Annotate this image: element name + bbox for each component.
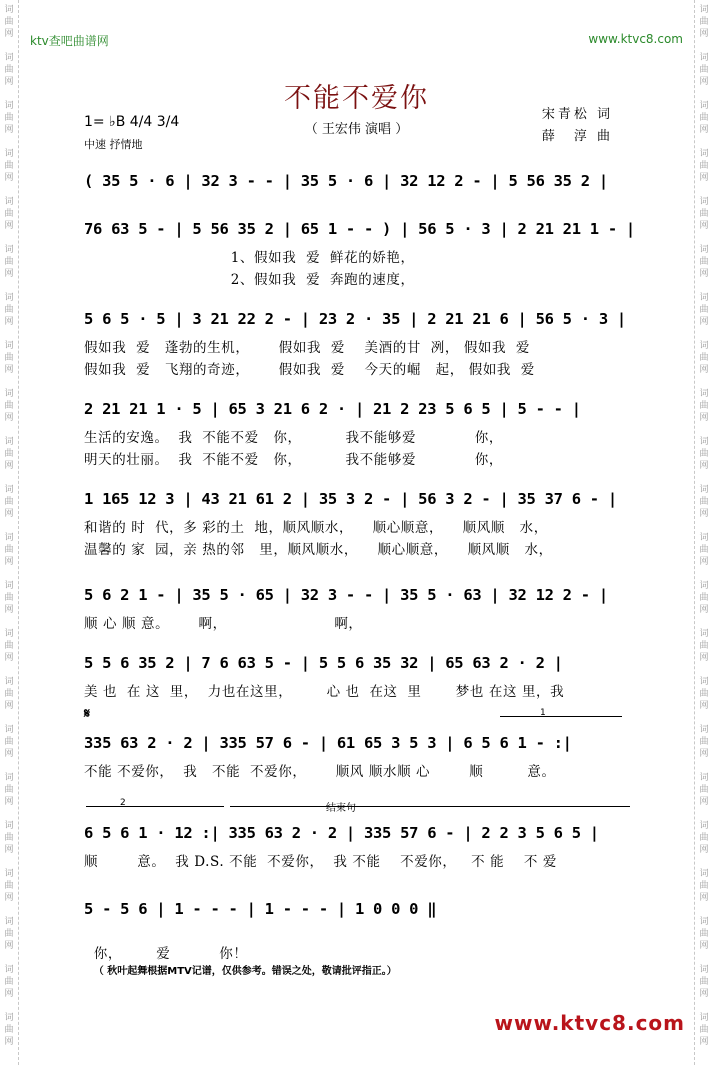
site-logo: www.ktvc8.com [494, 1011, 685, 1035]
lyric-line-2: 2、假如我 爱 奔跑的速度， [84, 272, 415, 288]
score-line-10: 5 - 5 6 | 1 - - - | 1 - - - | 1 0 0 0 ‖ [84, 900, 437, 918]
lyric-line-7: 和谐的 时 代，多 彩的土 地，顺风顺水， 顺心顺意， 顺风顺 水， [84, 520, 548, 536]
lyric-line-3: 假如我 爱 蓬勃的生机， 假如我 爱 美酒的甘 冽， 假如我 爱 [84, 340, 531, 356]
lyric-line-5: 生活的安逸。 我 不能不爱 你， 我不能够爱 你， [84, 430, 503, 446]
lyricist-credit: 宋青松 词 [541, 107, 613, 122]
segno-sign: 𝄋 [84, 706, 91, 722]
score-line-8: 335 63 2 · 2 | 335 57 6 - | 61 65 3 5 3 | 6 5 6 1 - :| [84, 734, 572, 752]
volta-2-bracket [86, 806, 224, 807]
lyric-line-1: 1、假如我 爱 鲜花的娇艳， [84, 250, 415, 266]
final-lyric: 你， 爱 你！ [93, 946, 248, 962]
coda-label: 结束句 [326, 803, 356, 814]
score-line-6: 5 6 2 1 - | 35 5 · 65 | 32 3 - - | 35 5 · 63 | 32 12 2 - | [84, 586, 608, 604]
transcription-note: （ 秋叶起舞根据MTV记谱，仅供参考。错误之处，敬请批评指正。） [93, 966, 397, 977]
volta-2-label: 2 [120, 798, 126, 808]
key-signature: 1= ♭B 4/4 3/4 [84, 114, 180, 130]
coda-bracket [230, 806, 630, 807]
lyric-line-13 [84, 926, 644, 978]
score-line-9: 6 5 6 1 · 12 :| 335 63 2 · 2 | 335 57 6 - | 2 2 3 5 6 5 | [84, 824, 599, 842]
lyric-line-12: 顺 意。 我 D.S. 不能 不爱你， 我 不能 不爱你， 不 能 不 爱 [84, 854, 557, 870]
lyric-line-8: 温馨的 家 园，亲 热的邻 里，顺风顺水， 顺心顺意， 顺风顺 水， [84, 542, 553, 558]
singer-credit: （ 王宏伟 演唱 ） [304, 122, 409, 137]
song-title: 不能不爱你 [284, 83, 429, 114]
left-watermark: 词 曲 网 词 曲 网 词 曲 网 词 曲 网 词 曲 网 词 曲 网 词 曲 网 词 曲 网 词 曲 网 词 曲 网 词 曲 网 词 曲 网 词 曲 网 词 曲 网 词 曲 网 词 曲 网 词 曲 网 词 曲 网 词 曲 网 词 曲 网 词 曲 网 词 曲 网 [4, 5, 14, 1047]
lyric-line-9: 顺 心 顺 意。 啊， 啊， [84, 616, 363, 632]
site-url-right: www.ktvc8.com [588, 32, 683, 46]
score-line-1: ( 35 5 · 6 | 32 3 - - | 35 5 · 6 | 32 12 2 - | 5 56 35 2 | [84, 172, 608, 190]
volta-1-bracket [500, 716, 622, 717]
tempo-marking: 中速 抒情地 [84, 138, 143, 151]
right-dashed-border [694, 0, 695, 1065]
score-line-3: 5 6 5 · 5 | 3 21 22 2 - | 23 2 · 35 | 2 21 21 6 | 56 5 · 3 | [84, 310, 626, 328]
lyric-line-4: 假如我 爱 飞翔的奇迹， 假如我 爱 今天的崛 起， 假如我 爱 [84, 362, 535, 378]
right-watermark: 词 曲 网 词 曲 网 词 曲 网 词 曲 网 词 曲 网 词 曲 网 词 曲 网 词 曲 网 词 曲 网 词 曲 网 词 曲 网 词 曲 网 词 曲 网 词 曲 网 词 曲 网 词 曲 网 词 曲 网 词 曲 网 词 曲 网 词 曲 网 词 曲 网 词 曲 网 [699, 5, 709, 1047]
lyric-line-6: 明天的壮丽。 我 不能不爱 你， 我不能够爱 你， [84, 452, 503, 468]
site-name-left: ktv查吧曲谱网 [30, 34, 109, 48]
score-line-7: 5 5 6 35 2 | 7 6 63 5 - | 5 5 6 35 32 | 65 63 2 · 2 | [84, 654, 563, 672]
lyric-line-10: 美 也 在 这 里， 力也在这里， 心 也 在这 里 梦也 在这 里，我 [84, 684, 565, 700]
author-credits [542, 104, 613, 148]
composer-credit: 薛 淳 曲 [541, 129, 613, 144]
score-line-5: 1 165 12 3 | 43 21 61 2 | 35 3 2 - | 56 3 2 - | 35 37 6 - | [84, 490, 617, 508]
volta-1-label: 1 [540, 708, 546, 718]
score-line-2: 76 63 5 - | 5 56 35 2 | 65 1 - - ) | 56 5 · 3 | 2 21 21 1 - | [84, 220, 635, 238]
left-dashed-border [18, 0, 19, 1065]
score-line-4: 2 21 21 1 · 5 | 65 3 21 6 2 · | 21 2 23 5 6 5 | 5 - - | [84, 400, 581, 418]
lyric-line-11: 不能 不爱你， 我 不能 不爱你， 顺风 顺水顺 心 顺 意。 [84, 764, 556, 780]
